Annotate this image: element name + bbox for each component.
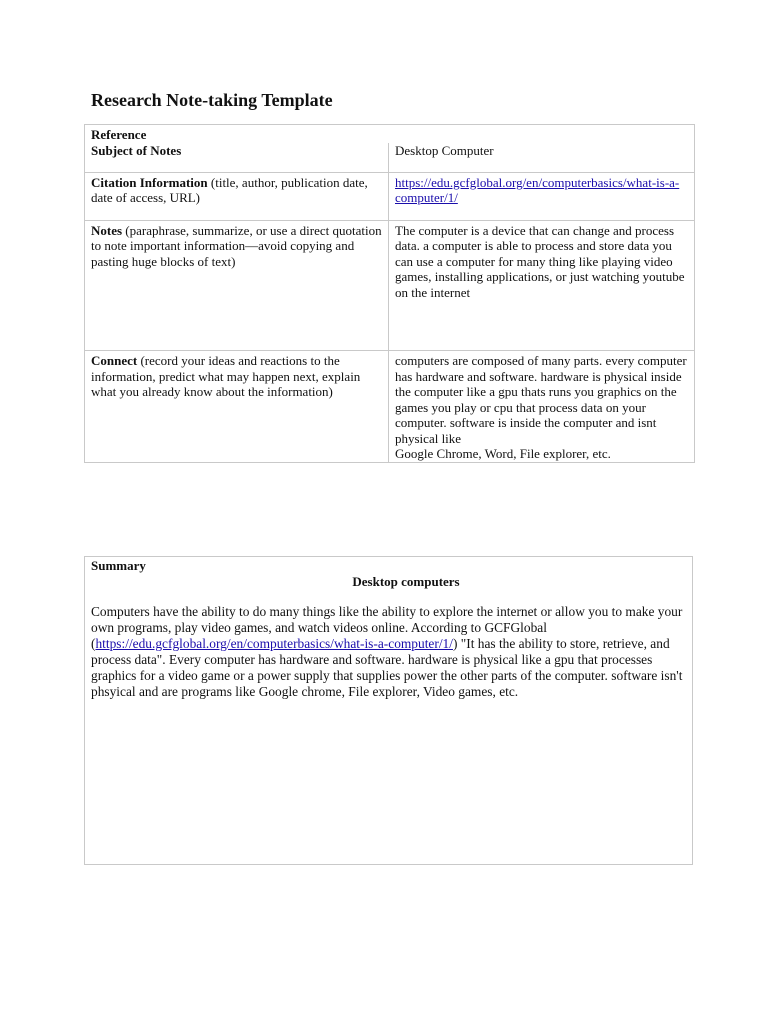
notes-hint: (paraphrase, summarize, or use a direct quotation to note important information—avoid copying and pasting huge blocks of text)	[91, 222, 382, 269]
summary-title: Desktop computers	[352, 573, 460, 589]
page-title: Research Note-taking Template	[91, 90, 333, 110]
subject-row	[85, 143, 695, 173]
notes-label: Notes	[91, 222, 123, 238]
subject-label: Subject of Notes	[91, 142, 182, 158]
connect-hint: (record your ideas and reactions to the information, predict what may happen next, explain what you already know about the information)	[91, 353, 361, 400]
summary-box	[84, 556, 693, 865]
reference-header-row	[85, 125, 695, 143]
reference-table	[84, 124, 695, 463]
summary-url-link[interactable]: https://edu.gcfglobal.org/en/computerbasics/what-is-a-computer/1/	[95, 636, 453, 651]
connect-label-cell	[85, 351, 389, 463]
citation-hint: (title, author, publication date, date of access, URL)	[91, 174, 368, 206]
notes-value-cell	[389, 220, 695, 350]
summary-body-text-1: Computers have the ability to do many things like the ability to explore the internet or allow you to make your own programs, play video games, and watch videos online. According to GCFGlobal (	[91, 604, 683, 651]
notes-value: The computer is a device that can change and process data. a computer is able to process and store data you can use a computer for many thing like playing video games, installing applications, or just watching youtube on the internet	[395, 222, 685, 300]
summary-body	[91, 604, 686, 700]
notes-row	[85, 220, 695, 350]
citation-label-cell	[85, 172, 389, 220]
summary-body-text-2: ) "It has the ability to store, retrieve, and process data". Every computer has hardware and software. hardware is physical like a gpu that processes graphics for a video game or a power supply that supplies power the other parts of the computer. software isn't phsyical and are programs like Google chrome, File explorer, Video games, etc.	[91, 636, 683, 699]
subject-value: Desktop Computer	[395, 142, 494, 158]
connect-label: Connect	[91, 353, 138, 369]
citation-value-cell	[389, 172, 695, 220]
subject-value-cell	[389, 143, 695, 173]
citation-url-link[interactable]: https://edu.gcfglobal.org/en/computerbasics/what-is-a-computer/1/	[395, 174, 680, 206]
notes-label-cell	[85, 220, 389, 350]
reference-header-cell	[85, 125, 695, 143]
citation-label: Citation Information	[91, 174, 208, 190]
connect-value: computers are composed of many parts. every computer has hardware and software. hardware is physical inside the computer like a gpu thats runs you graphics on the games you play or cpu that process data on your computer. software is inside the computer and isnt physical like	[395, 353, 687, 446]
subject-label-cell	[85, 143, 389, 173]
connect-value-cell	[389, 351, 695, 463]
citation-row	[85, 172, 695, 220]
reference-header: Reference	[91, 127, 147, 142]
summary-heading: Summary	[91, 558, 146, 573]
connect-value-line2: Google Chrome, Word, File explorer, etc.	[395, 446, 611, 462]
connect-row	[85, 351, 695, 463]
